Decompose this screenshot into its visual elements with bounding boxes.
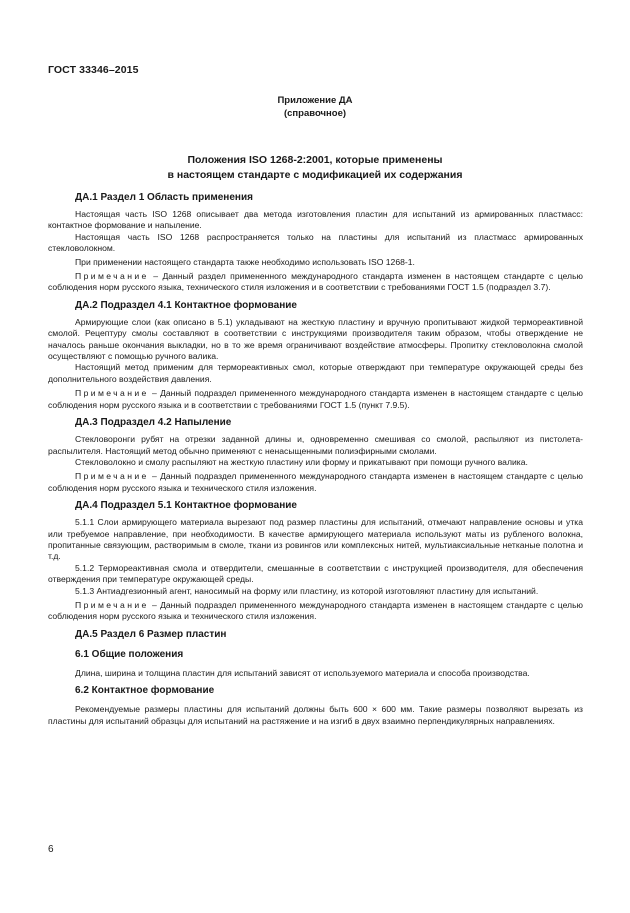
section-heading-da5: ДА.5 Раздел 6 Размер пластин (75, 628, 227, 640)
paragraph: Настоящая часть ISO 1268 описывает два метода изготовления пластин для испытаний из армированных пластмасс: контактное формование и напыление. (48, 209, 583, 231)
paragraph: 5.1.2 Термореактивная смола и отвердители, смешанные в соответствии с инструкцией производителя, для обеспечения отверждения при температуре окружающей среды. (48, 562, 583, 585)
annex-heading (0, 94, 630, 120)
paragraph: 5.1.1 Слои армирующего материала вырезают под размер пластины для испытаний, отмечают направление основы и утка или требуемое направление, при необходимости. В качестве армирующего материала используют маты из рубленого волокна, пропитанные связующим, растворимым в смоле, ткани из ровингов или комплексных нитей, мультиаксиальные нетканые полотна и т.д. (48, 517, 583, 562)
annex-subtitle: (справочное) (283, 108, 347, 119)
note-paragraph (48, 271, 583, 294)
paragraph: Стекловолокно и смолу распыляют на жесткую пластину или форму и прикатывают при помощи ручного валика. (75, 456, 528, 467)
note-label: Примечание (75, 388, 149, 399)
note-label: Примечание (75, 271, 149, 282)
main-title (0, 153, 630, 183)
note-label: Примечание (75, 471, 149, 482)
section-heading-da4: ДА.4 Подраздел 5.1 Контактное формование (75, 500, 297, 512)
paragraph: При применении настоящего стандарта также необходимо использовать ISO 1268-1. (75, 256, 415, 267)
paragraph: Стекловоронги рубят на отрезки заданной длины и, одновременно смешивая со смолой, распыляют из пистолета-распылителя. Настоящий метод обычно применяют с ненасыщенными полиэфирными смолами. (48, 434, 583, 456)
note-text: – Данный раздел примененного международного стандарта изменен в настоящем стандарте с целью соблюдения норм русского языка, технического стиля изложения и в соответствии с требованиями ГОСТ 1.5 (подраздел 3.7). (48, 271, 583, 293)
section-heading-da3: ДА.3 Подраздел 4.2 Напыление (75, 417, 232, 429)
document-body (48, 191, 583, 727)
subsection-heading-6-1: 6.1 Общие положения (75, 648, 184, 660)
page-number: 6 (48, 844, 54, 855)
paragraph: Рекомендуемые размеры пластины для испытаний должны быть 600 × 600 мм. Такие размеры позволяют вырезать из пластины для испытаний образцы для испытаний на растяжение и на изгиб в двух взаимно перпендикулярных направлениях. (48, 704, 583, 726)
note-text: – Данный подраздел примененного международного стандарта изменен в настоящем стандарте с целью соблюдения норм русского языка и в соответствии с требованиями ГОСТ 1.5 (пункт 7.9.5). (48, 388, 583, 410)
main-title-line-1: Положения ISO 1268-2:2001, которые применены (187, 154, 443, 166)
note-label: Примечание (75, 599, 149, 610)
note-paragraph (48, 471, 583, 494)
note-paragraph (48, 388, 583, 411)
document-code: ГОСТ 33346–2015 (48, 64, 139, 76)
main-title-line-2: в настоящем стандарте с модификацией их содержания (167, 169, 463, 181)
note-text: – Данный подраздел примененного международного стандарта изменен в настоящем стандарте с целью соблюдения норм русского языка и технического стиля изложения. (48, 471, 583, 493)
note-paragraph (48, 600, 583, 623)
paragraph: Настоящий метод применим для термореактивных смол, которые отверждают при температуре окружающей среды без дополнительного воздействия давления. (48, 362, 583, 384)
subsection-heading-6-2: 6.2 Контактное формование (75, 685, 215, 697)
section-heading-da2: ДА.2 Подраздел 4.1 Контактное формование (75, 299, 297, 311)
paragraph: Армирующие слои (как описано в 5.1) укладывают на жесткую пластину и вручную пропитывают жидкой термореактивной смолой. Рецептуру смолы составляют в соответствии с инструкциями производителя таким образом, чтобы отверждение не началось раньше окончания выкладки, но в то же время ограничивают воздействие атмосферы. Пропитку стекловолокна смолой осуществляют с помощью ручного валика. (48, 316, 583, 362)
paragraph: Длина, ширина и толщина пластин для испытаний зависят от используемого материала и способа производства. (75, 667, 530, 678)
note-text: – Данный подраздел примененного международного стандарта изменен в настоящем стандарте с целью соблюдения норм русского языка и технического стиля изложения. (48, 599, 583, 622)
annex-title: Приложение ДА (277, 95, 353, 106)
paragraph: Настоящая часть ISO 1268 распространяется только на пластины для испытаний из пластмасс армированных стекловолокном. (48, 231, 583, 254)
section-heading-da1: ДА.1 Раздел 1 Область применения (75, 192, 253, 203)
paragraph: 5.1.3 Антиадгезионный агент, наносимый на форму или пластину, из которой изготовляют пластину для испытаний. (75, 585, 539, 596)
